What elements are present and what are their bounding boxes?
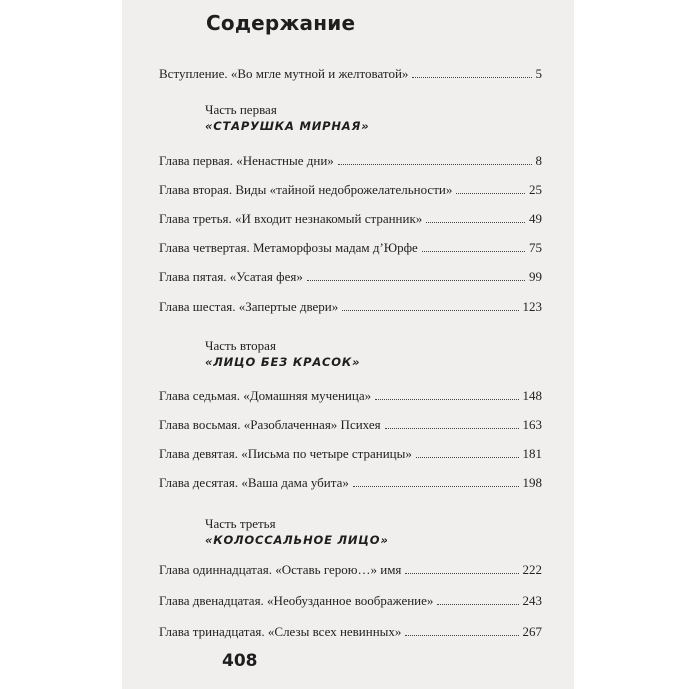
toc-entry-label: Глава вторая. Виды «тайной недоброжелательности» [159, 182, 453, 197]
toc-entry-label: Глава первая. «Ненастные дни» [159, 153, 334, 168]
dot-leader [456, 193, 525, 194]
toc-entry [159, 153, 542, 169]
toc-entry [159, 182, 542, 198]
part-label: Часть третья [205, 516, 276, 531]
dot-leader [353, 486, 519, 487]
toc-entry-label: Глава пятая. «Усатая фея» [159, 269, 303, 284]
toc-entry [159, 593, 542, 609]
dot-leader [405, 635, 518, 636]
toc-entry-label: Глава десятая. «Ваша дама убита» [159, 475, 349, 490]
toc-entry [159, 475, 542, 491]
toc-entry [159, 299, 542, 315]
toc-entry-intro [159, 66, 542, 82]
toc-entry [159, 269, 542, 285]
dot-leader [437, 604, 518, 605]
toc-entry-label: Глава шестая. «Запертые двери» [159, 299, 339, 314]
toc-entry-page: 8 [535, 153, 542, 168]
toc-entry-label: Глава восьмая. «Разоблаченная» Психея [159, 417, 381, 432]
toc-entry-page: 148 [522, 388, 542, 403]
toc-entry [159, 388, 542, 404]
toc-entry-label: Вступление. «Во мгле мутной и желтоватой» [159, 66, 409, 81]
dot-leader [412, 77, 531, 78]
toc-entry-page: 163 [522, 417, 542, 432]
toc-entry-page: 198 [522, 475, 542, 490]
toc-entry-page: 25 [529, 182, 542, 197]
toc-entry-page: 243 [522, 593, 542, 608]
toc-entry-page: 75 [529, 240, 542, 255]
part-label: Часть вторая [205, 338, 276, 353]
part-title: «КОЛОССАЛЬНОЕ ЛИЦО» [205, 533, 389, 547]
toc-entry-page: 181 [522, 446, 542, 461]
part-label: Часть первая [205, 102, 277, 117]
dot-leader [422, 251, 525, 252]
toc-entry-page: 99 [529, 269, 542, 284]
dot-leader [342, 310, 518, 311]
toc-entry [159, 417, 542, 433]
toc-entry-label: Глава четвертая. Метаморфозы мадам д’Юрфе [159, 240, 418, 255]
show-through-texture [122, 0, 574, 689]
toc-entry-label: Глава тринадцатая. «Слезы всех невинных» [159, 624, 402, 639]
dot-leader [307, 280, 525, 281]
toc-entry [159, 562, 542, 578]
toc-entry-label: Глава одиннадцатая. «Оставь герою…» имя [159, 562, 402, 577]
dot-leader [375, 399, 518, 400]
book-page [122, 0, 574, 689]
dot-leader [385, 428, 519, 429]
toc-entry [159, 446, 542, 462]
toc-entry-page: 49 [529, 211, 542, 226]
toc-entry-page: 123 [522, 299, 542, 314]
toc-entry-label: Глава двенадцатая. «Необузданное воображение» [159, 593, 434, 608]
page-title: Содержание [206, 11, 356, 35]
part-title: «ЛИЦО БЕЗ КРАСОК» [205, 355, 361, 369]
toc-entry-page: 267 [522, 624, 542, 639]
toc-entry-page: 5 [535, 66, 542, 81]
toc-entry-label: Глава седьмая. «Домашняя мученица» [159, 388, 372, 403]
dot-leader [416, 457, 519, 458]
dot-leader [405, 573, 518, 574]
dot-leader [426, 222, 525, 223]
toc-entry-page: 222 [522, 562, 542, 577]
toc-entry [159, 211, 542, 227]
dot-leader [338, 164, 532, 165]
toc-entry [159, 240, 542, 256]
page-number: 408 [222, 651, 258, 671]
toc-entry-label: Глава третья. «И входит незнакомый странник» [159, 211, 423, 226]
toc-entry-label: Глава девятая. «Письма по четыре страницы» [159, 446, 412, 461]
toc-entry [159, 624, 542, 640]
part-title: «СТАРУШКА МИРНАЯ» [205, 119, 370, 133]
